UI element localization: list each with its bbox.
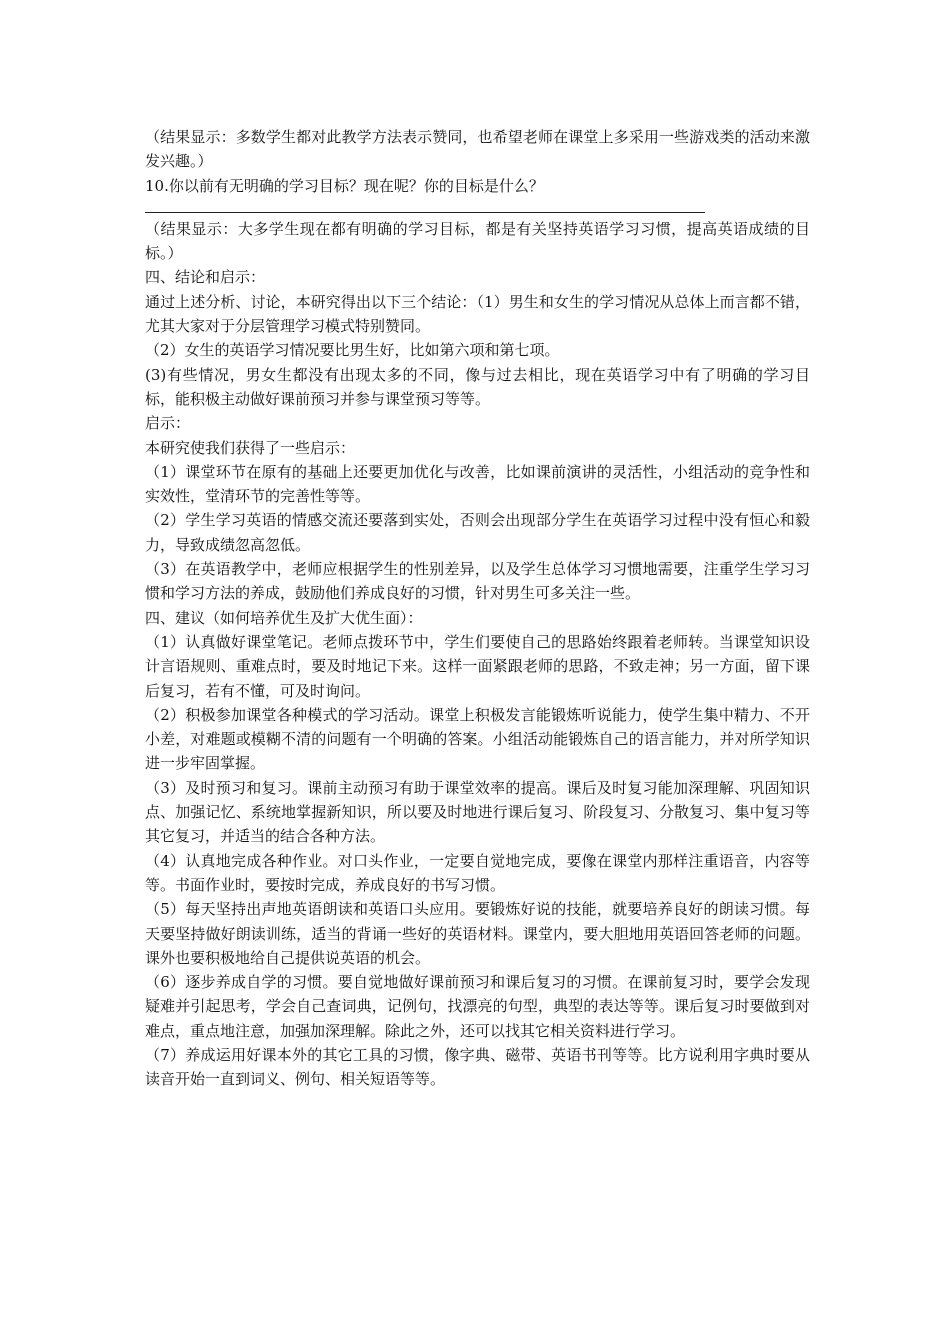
suggestion-5: （5）每天坚持出声地英语朗读和英语口头应用。要锻炼好说的技能，就要培养良好的朗读习惯。每天要坚持做好朗读训练，适当的背诵一些好的英语材料。课堂内，要大胆地用英语回答老师的问题。课外也要积极地给自己提供说英语的机会。 [145, 900, 810, 967]
insights-intro: 本研究使我们获得了一些启示： [145, 438, 356, 457]
result-note-q10: （结果显示：大多学生现在都有明确的学习目标，都是有关坚持英语学习习惯，提高英语成绩的目标。） [145, 219, 810, 263]
suggestion-7: （7）养成运用好课本外的其它工具的习惯，像字典、磁带、英语书刊等等。比方说利用字典时要从读音开始一直到词义、例句、相关短语等等。 [145, 1045, 810, 1089]
section-heading-suggestions: 四、建议（如何培养优生及扩大优生面）： [145, 608, 423, 627]
answer-line [145, 212, 705, 213]
insight-3: （3）在英语教学中，老师应根据学生的性别差异，以及学生总体学习习惯地需要，注重学生学习习惯和学习方法的养成，鼓励他们养成良好的习惯，针对男生可多关注一些。 [145, 560, 810, 603]
suggestion-4: （4）认真地完成各种作业。对口头作业，一定要自觉地完成，要像在课堂内那样注重语音，内容等等。书面作业时，要按时完成，养成良好的书写习惯。 [145, 851, 810, 894]
question-10: 10.你以前有无明确的学习目标？现在呢？你的目标是什么？ [145, 176, 544, 195]
result-note-q9: （结果显示：多数学生都对此教学方法表示赞同，也希望老师在课堂上多采用一些游戏类的活动来激发兴趣。） [145, 128, 810, 171]
insight-1: （1）课堂环节在原有的基础上还要更加优化与改善，比如课前演讲的灵活性，小组活动的竞争性和实效性，堂清环节的完善性等等。 [145, 462, 810, 506]
subheading-insights: 启示： [145, 414, 191, 433]
suggestion-3: （3）及时预习和复习。课前主动预习有助于课堂效率的提高。课后及时复习能加深理解、巩固知识点、加强记忆、系统地掌握新知识，所以要及时地进行课后复习、阶段复习、分散复习、集中复习等其它复习，并适当的结合各种方法。 [145, 778, 810, 846]
suggestion-6: （6）逐步养成自学的习惯。要自觉地做好课前预习和课后复习的习惯。在课前复习时，要学会发现疑难并引起思考，学会自己查词典，记例句，找漂亮的句型，典型的表达等等。课后复习时要做到对难点，重点地注意，加强加深理解。除此之外，还可以找其它相关资料进行学习。 [145, 973, 810, 1040]
suggestion-2: （2）积极参加课堂各种模式的学习活动。课堂上积极发言能锻炼听说能力，使学生集中精力、不开小差，对难题或模糊不清的问题有一个明确的答案。小组活动能锻炼自己的语言能力，并对所学知识进一步牢固掌握。 [145, 705, 810, 773]
document-body [145, 125, 810, 1092]
conclusion-1: 通过上述分析、讨论，本研究得出以下三个结论：（1）男生和女生的学习情况从总体上而言都不错，尤其大家对于分层管理学习模式特别赞同。 [145, 292, 810, 336]
suggestion-1: （1）认真做好课堂笔记。老师点拨环节中，学生们要使自己的思路始终跟着老师转。当课堂知识设计言语规则、重难点时，要及时地记下来。这样一面紧跟老师的思路，不致走神；另一方面，留下课后复习，若有不懂，可及时询问。 [145, 632, 810, 700]
section-heading-conclusions: 四、结论和启示： [145, 268, 266, 287]
insight-2: （2）学生学习英语的情感交流还要落到实处，否则会出现部分学生在英语学习过程中没有恒心和毅力，导致成绩忽高忽低。 [145, 511, 810, 554]
conclusion-3: (3)有些情况，男女生都没有出现太多的不同，像与过去相比，现在英语学习中有了明确的学习目标，能积极主动做好课前预习并参与课堂预习等等。 [145, 365, 810, 408]
conclusion-2: （2）女生的英语学习情况要比男生好，比如第六项和第七项。 [145, 341, 560, 360]
